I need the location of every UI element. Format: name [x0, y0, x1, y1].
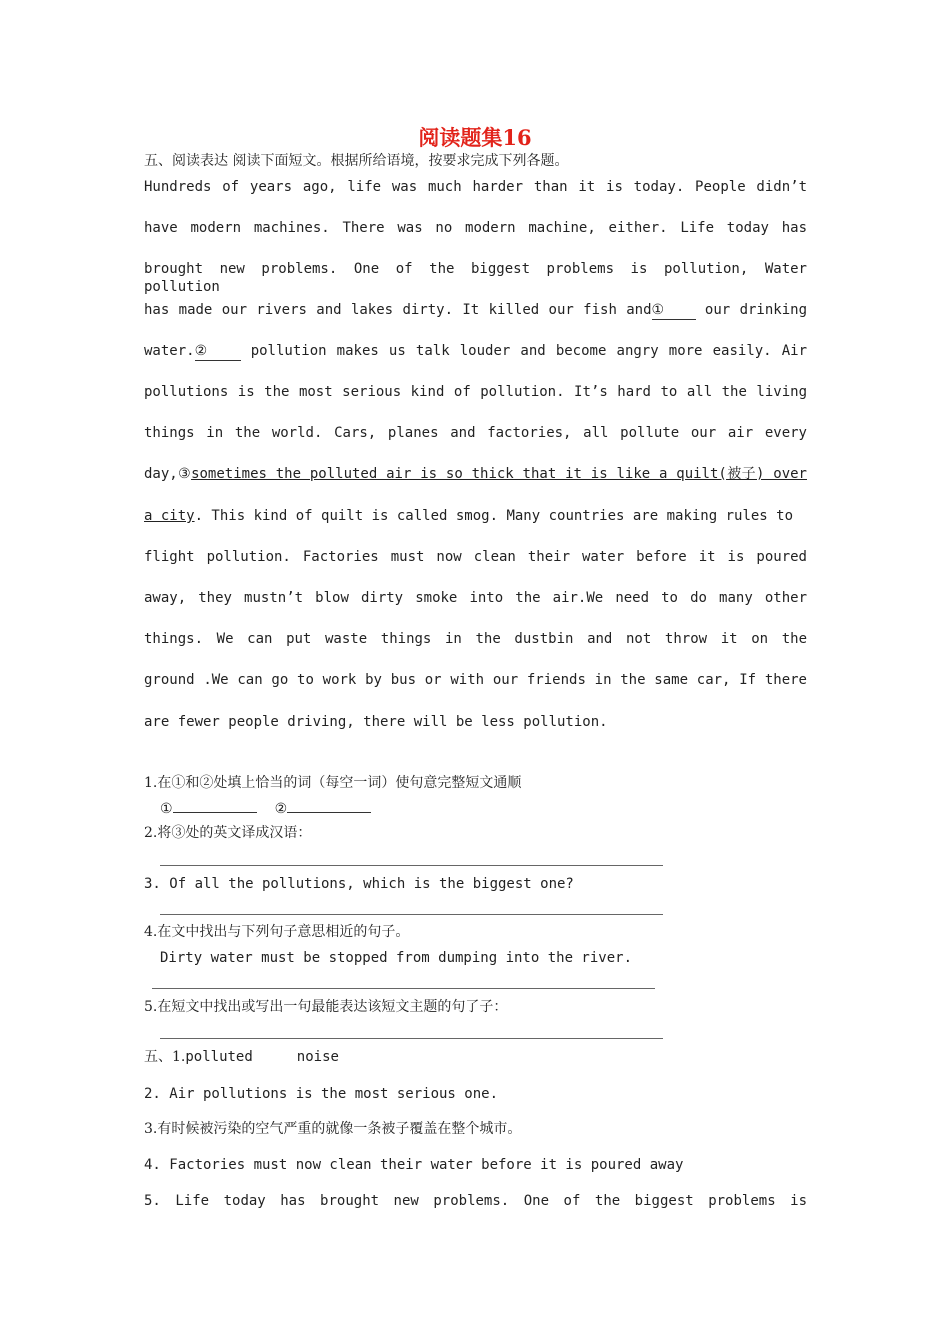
blank-1: ①: [652, 301, 696, 320]
answer-3: 3.有时候被污染的空气严重的就像一条被子覆盖在整个城市。: [144, 1121, 522, 1137]
underlined-sentence-3-end: a city: [144, 508, 195, 524]
passage-line-8: day,③sometimes the polluted air is so thick that it is like a quilt(被子) over: [144, 466, 807, 482]
passage-line-4: has made our rivers and lakes dirty. It killed our fish and① our drinking: [144, 302, 807, 318]
answer-blank-1-label: ①: [160, 801, 173, 817]
passage-line-12: things. We can put waste things in the dustbin and not throw it on the: [144, 631, 807, 647]
page-title: 阅读题集16: [418, 125, 532, 150]
question-3: 3. Of all the pollutions, which is the biggest one?: [144, 876, 574, 892]
passage-line-1: Hundreds of years ago, life was much harder than it is today. People didn’t: [144, 179, 807, 195]
section-instruction: 五、阅读表达 阅读下面短文。根据所给语境，按要求完成下列各题。: [144, 153, 569, 169]
question-1: 1.在①和②处填上恰当的词（每空一词）使句意完整短文通顺: [144, 775, 522, 791]
passage-line-3: brought new problems. One of the biggest problems is pollution, Water pollution: [144, 261, 807, 295]
passage-line-13: ground .We can go to work by bus or with our friends in the same car, If there: [144, 672, 807, 688]
passage-line-14: are fewer people driving, there will be less pollution.: [144, 714, 608, 730]
answer-line-4[interactable]: [152, 988, 655, 989]
answer-line-3[interactable]: [160, 914, 663, 915]
passage-line-5: water.② pollution makes us talk louder and become angry more easily. Air: [144, 343, 808, 359]
answer-blank-2-label: ②: [274, 801, 288, 817]
passage-line-2: have modern machines. There was no modern machine, either. Life today has: [144, 220, 807, 236]
blank-2: ②: [195, 342, 241, 361]
question-4: 4.在文中找出与下列句子意思相近的句子。: [144, 924, 410, 940]
passage-line-7: things in the world. Cars, planes and factories, all pollute our air every: [144, 425, 807, 441]
passage-line-9: a city. This kind of quilt is called smog. Many countries are making rules to: [144, 508, 794, 524]
answer-2: 2. Air pollutions is the most serious one.: [144, 1086, 499, 1102]
underlined-sentence-3: sometimes the polluted air is so thick that it is like a quilt(被子) over: [191, 466, 807, 482]
answer-blank-2[interactable]: [287, 812, 371, 813]
answer-line-5[interactable]: [160, 1038, 663, 1039]
answer-blank-1[interactable]: [173, 812, 257, 813]
answer-1: 五、1.polluted noise: [144, 1049, 339, 1065]
answer-4: 4. Factories must now clean their water before it is poured away: [144, 1157, 684, 1173]
question-1-blanks: [160, 800, 823, 818]
passage-line-10: flight pollution. Factories must now clean their water before it is poured: [144, 549, 807, 565]
answer-line-2[interactable]: [160, 865, 663, 866]
question-5: 5.在短文中找出或写出一句最能表达该短文主题的句了子：: [144, 999, 508, 1015]
answer-5: 5. Life today has brought new problems. One of the biggest problems is: [144, 1193, 807, 1209]
question-2: 2.将③处的英文译成汉语：: [144, 825, 312, 841]
passage-line-6: pollutions is the most serious kind of pollution. It’s hard to all the living: [144, 384, 807, 400]
question-4-sentence: Dirty water must be stopped from dumping into the river.: [160, 950, 633, 966]
passage-line-11: away, they mustn’t blow dirty smoke into the air.We need to do many other: [144, 590, 807, 606]
